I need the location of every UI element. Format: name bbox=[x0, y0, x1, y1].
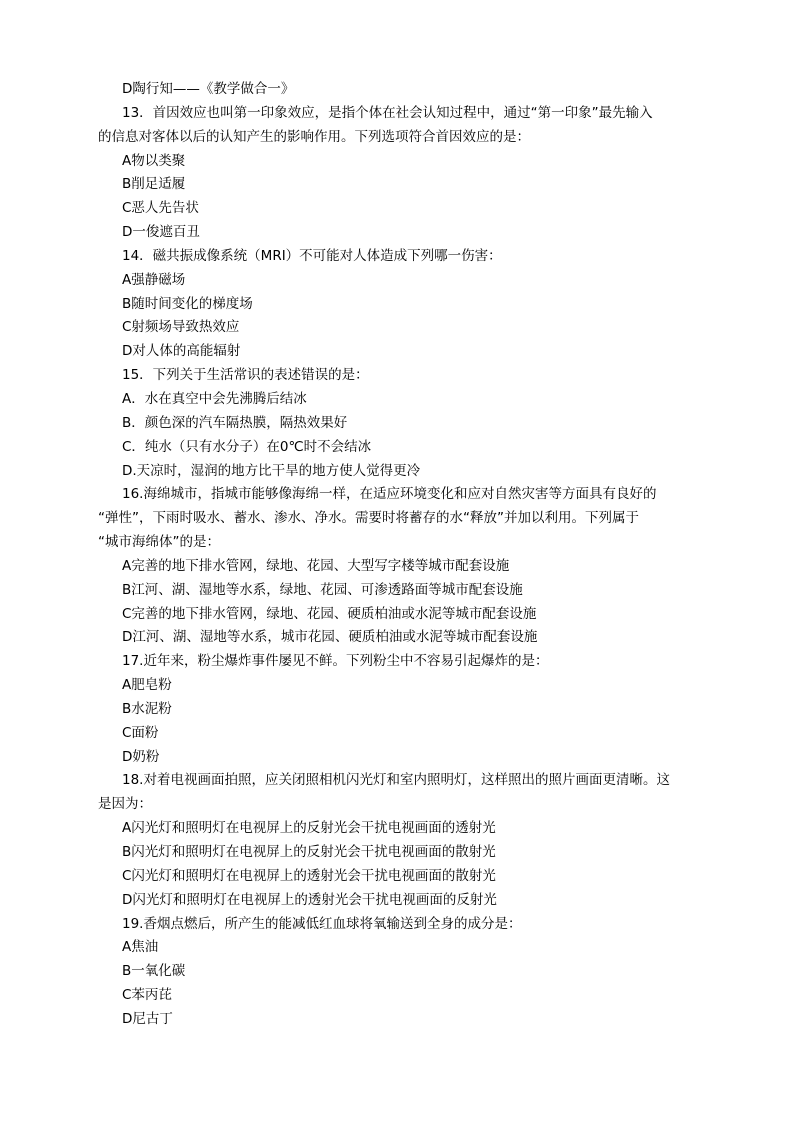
answer-option-line: C恶人先告状 bbox=[122, 200, 199, 217]
answer-option-line: B闪光灯和照明灯在电视屏上的反射光会干扰电视画面的散射光 bbox=[122, 844, 496, 860]
question-continuation-line: 是因为： bbox=[98, 796, 152, 813]
answer-option-line: D陶行知——《教学做合一》 bbox=[122, 81, 295, 97]
answer-option-line: D奶粉 bbox=[122, 748, 160, 765]
question-stem-line: 18.对着电视画面拍照，应关闭照相机闪光灯和室内照明灯，这样照出的照片画面更清晰。这 bbox=[122, 772, 670, 789]
answer-option-line: C射频场导致热效应 bbox=[122, 319, 240, 336]
answer-option-line: B一氧化碳 bbox=[122, 963, 186, 980]
answer-option-line: C．纯水（只有水分子）在0℃时不会结冰 bbox=[122, 438, 372, 455]
answer-option-line: A物以类聚 bbox=[122, 152, 186, 169]
answer-option-line: A闪光灯和照明灯在电视屏上的反射光会干扰电视画面的透射光 bbox=[122, 820, 496, 837]
answer-option-line: A．水在真空中会先沸腾后结冰 bbox=[122, 390, 307, 407]
answer-option-line: D一俊遮百丑 bbox=[122, 224, 200, 241]
answer-option-line: C苯丙芘 bbox=[122, 987, 172, 1004]
question-stem-line: 14．磁共振成像系统（MRI）不可能对人体造成下列哪一伤害： bbox=[122, 247, 502, 264]
answer-option-line: B削足适履 bbox=[122, 176, 186, 193]
answer-option-line: A完善的地下排水管网，绿地、花园、大型写字楼等城市配套设施 bbox=[122, 557, 510, 574]
answer-option-line: B江河、湖、湿地等水系，绿地、花园、可渗透路面等城市配套设施 bbox=[122, 581, 523, 598]
question-continuation-line: “城市海绵体”的是： bbox=[98, 534, 220, 551]
question-stem-line: 17.近年来，粉尘爆炸事件屡见不鲜。下列粉尘中不容易引起爆炸的是： bbox=[122, 653, 549, 670]
answer-option-line: D.天凉时，湿润的地方比干旱的地方使人觉得更冷 bbox=[122, 462, 421, 479]
answer-option-line: A肥皂粉 bbox=[122, 677, 172, 694]
question-continuation-line: “弹性”，下雨时吸水、蓄水、渗水、净水。需要时将蓄存的水“释放”并加以利用。下列属于 bbox=[98, 510, 639, 527]
answer-option-line: A强静磁场 bbox=[122, 271, 186, 288]
question-stem-line: 13．首因效应也叫第一印象效应，是指个体在社会认知过程中，通过“第一印象”最先输入 bbox=[122, 104, 653, 121]
answer-option-line: D闪光灯和照明灯在电视屏上的透射光会干扰电视画面的反射光 bbox=[122, 891, 497, 908]
question-stem-line: 16.海绵城市，指城市能够像海绵一样，在适应环境变化和应对自然灾害等方面具有良好的 bbox=[122, 486, 657, 503]
answer-option-line: D江河、湖、湿地等水系，城市花园、硬质柏油或水泥等城市配套设施 bbox=[122, 629, 538, 646]
question-continuation-line: 的信息对客体以后的认知产生的影响作用。下列选项符合首因效应的是： bbox=[98, 128, 530, 145]
answer-option-line: C闪光灯和照明灯在电视屏上的透射光会干扰电视画面的散射光 bbox=[122, 867, 496, 884]
answer-option-line: A焦油 bbox=[122, 939, 159, 956]
answer-option-line: B随时间变化的梯度场 bbox=[122, 295, 253, 312]
document-body bbox=[98, 78, 698, 1032]
answer-option-line: D尼古丁 bbox=[122, 1010, 173, 1027]
answer-option-line: B水泥粉 bbox=[122, 700, 172, 717]
answer-option-line: C面粉 bbox=[122, 724, 159, 741]
answer-option-line: C完善的地下排水管网，绿地、花园、硬质柏油或水泥等城市配套设施 bbox=[122, 605, 537, 622]
question-stem-line: 15．下列关于生活常识的表述错误的是： bbox=[122, 367, 369, 384]
answer-option-line: B．颜色深的汽车隔热膜，隔热效果好 bbox=[122, 414, 348, 431]
answer-option-line: D对人体的高能辐射 bbox=[122, 343, 241, 360]
question-stem-line: 19.香烟点燃后，所产生的能减低红血球将氧输送到全身的成分是： bbox=[122, 915, 522, 932]
